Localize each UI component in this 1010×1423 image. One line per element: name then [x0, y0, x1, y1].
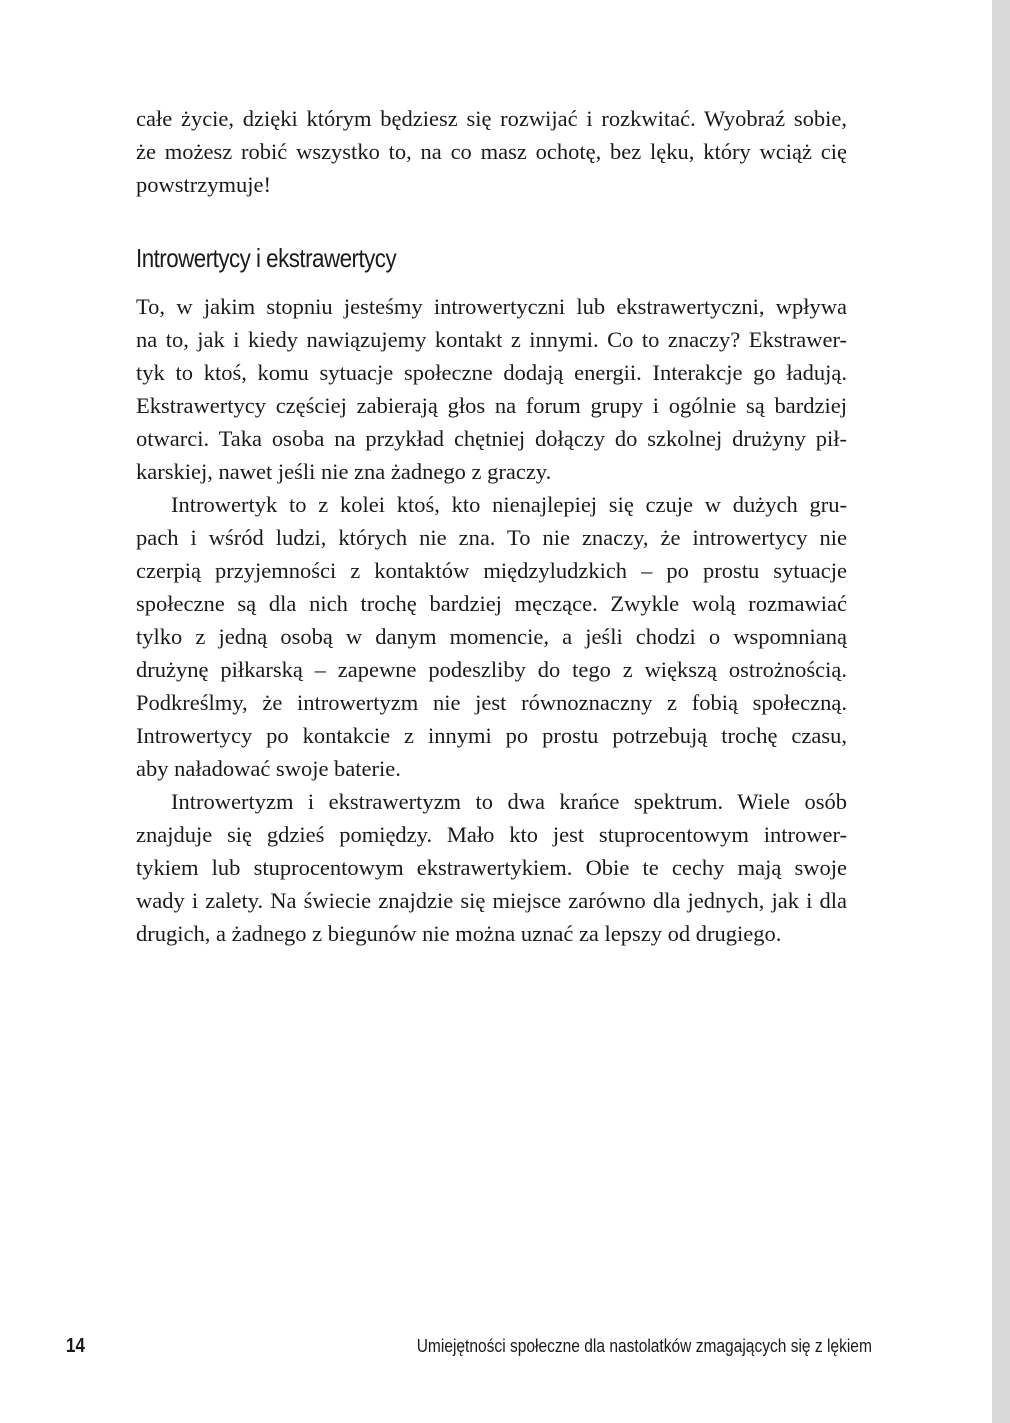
paragraph-line: na to, jak i kiedy nawiązujemy kontakt z innymi. Co to znaczy? Ekstrawer-	[136, 327, 847, 352]
paragraph-line: znajduje się gdzieś pomiędzy. Mało kto jest stuprocentowym intrower-	[136, 822, 847, 847]
page-edge-strip	[992, 0, 1010, 1423]
paragraph-line: Introwertyzm i ekstrawertyzm to dwa krańce spektrum. Wiele osób	[171, 789, 847, 814]
paragraph-line: Introwertyk to z kolei ktoś, kto nienajlepiej się czuje w dużych gru-	[171, 492, 847, 517]
paragraph-line: tyk to ktoś, komu sytuacje społeczne dodają energii. Interakcje go ładują.	[136, 360, 847, 385]
paragraph-line: społeczne są dla nich trochę bardziej męczące. Zwykle wolą rozmawiać	[136, 591, 847, 616]
paragraph-line: aby naładować swoje baterie.	[136, 756, 401, 781]
running-footer-title: Umiejętności społeczne dla nastolatków zmagających się z lękiem	[416, 1335, 872, 1356]
paragraph-line: pach i wśród ludzi, których nie zna. To nie znaczy, że introwertycy nie	[136, 525, 847, 550]
paragraph-line: Introwertycy po kontakcie z innymi po prostu potrzebują trochę czasu,	[136, 723, 847, 748]
paragraph-line: To, w jakim stopniu jesteśmy introwertyczni lub ekstrawertyczni, wpływa	[136, 294, 847, 319]
paragraph-line: czerpią przyjemności z kontaktów międzyludzkich – po prostu sytuacje	[136, 558, 847, 583]
paragraph-line: karskiej, nawet jeśli nie zna żadnego z graczy.	[136, 459, 552, 484]
paragraph-line: wady i zalety. Na świecie znajdzie się miejsce zarówno dla jednych, jak i dla	[136, 888, 847, 913]
paragraph-line: drugich, a żadnego z biegunów nie można uznać za lepszy od drugiego.	[136, 921, 782, 946]
paragraph-line: drużynę piłkarską – zapewne podeszliby do tego z większą ostrożnością.	[136, 657, 847, 682]
paragraph-line: otwarci. Taka osoba na przykład chętniej dołączy do szkolnej drużyny pił-	[136, 426, 847, 451]
intro-line: że możesz robić wszystko to, na co masz ochotę, bez lęku, który wciąż cię	[136, 139, 847, 164]
intro-line: całe życie, dzięki którym będziesz się rozwijać i rozkwitać. Wyobraź sobie,	[136, 106, 847, 131]
paragraph-line: tykiem lub stuprocentowym ekstrawertykiem. Obie te cechy mają swoje	[136, 855, 847, 880]
section-heading: Introwertycy i ekstrawertycy	[136, 243, 397, 273]
page-number: 14	[66, 1335, 85, 1357]
paragraph-line: Ekstrawertycy częściej zabierają głos na forum grupy i ogólnie są bardziej	[136, 393, 847, 418]
intro-line: powstrzymuje!	[136, 172, 271, 197]
paragraph-line: tylko z jedną osobą w danym momencie, a jeśli chodzi o wspomnianą	[136, 624, 847, 649]
paragraph-line: Podkreślmy, że introwertyzm nie jest równoznaczny z fobią społeczną.	[136, 690, 847, 715]
